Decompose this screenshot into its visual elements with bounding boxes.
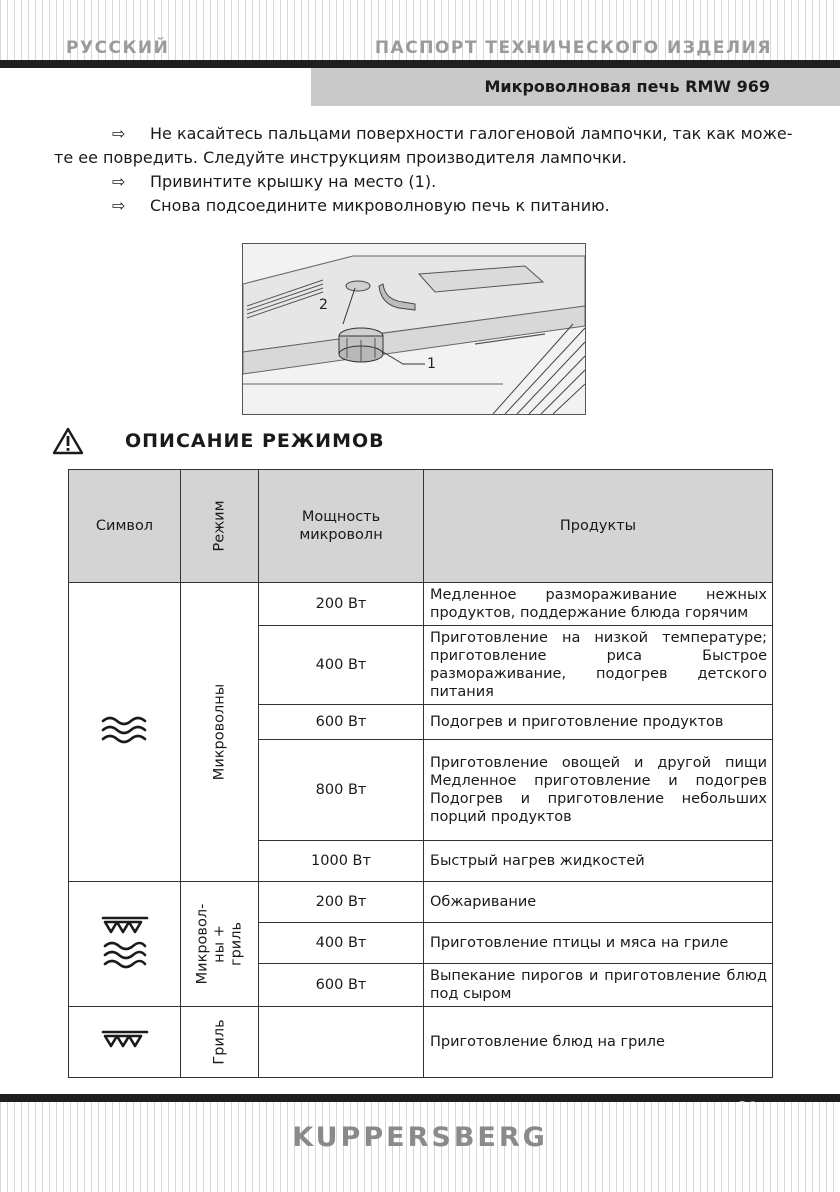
arrow-icon: ⇨	[112, 124, 126, 143]
table-row	[69, 583, 773, 626]
symbol-combo-cell	[69, 882, 181, 1007]
products-cell: Приготовление птицы и мяса на гриле	[424, 923, 773, 964]
instruction-1-cont	[54, 146, 627, 170]
header-products: Продукты	[424, 470, 773, 583]
instruction-1	[112, 122, 793, 146]
header-mode-text: Режим	[211, 500, 227, 552]
warning-triangle-icon	[52, 427, 84, 459]
table-row	[69, 1007, 773, 1078]
instruction-2	[112, 170, 436, 194]
modes-table	[68, 469, 773, 1078]
lamp-cover-drawing	[243, 244, 585, 414]
products-cell: Выпекание пирогов и приготовление блюд под сыром	[424, 964, 773, 1007]
grill-plus-microwave-icon	[99, 914, 151, 970]
instruction-1-line-2: те ее повредить. Следуйте инструкциям производителя лампочки.	[54, 148, 627, 167]
header-doc-type: ПАСПОРТ ТЕХНИЧЕСКОГО ИЗДЕЛИЯ	[374, 38, 772, 58]
arrow-icon: ⇨	[112, 172, 126, 191]
mode-combo-cell	[181, 882, 259, 1007]
callout-1: 1	[427, 356, 436, 372]
products-cell: Быстрый нагрев жидкостей	[424, 841, 773, 882]
microwave-waves-icon	[99, 713, 151, 747]
products-cell: Приготовление на низкой температуре; приготовление риса Быстрое размораживание, подогрев детского питания	[424, 626, 773, 705]
power-cell: 1000 Вт	[259, 841, 424, 882]
products-cell: Медленное размораживание нежных продуктов, поддержание блюда горячим	[424, 583, 773, 626]
power-cell: 200 Вт	[259, 882, 424, 923]
symbol-microwave-cell	[69, 583, 181, 882]
instruction-3	[112, 194, 610, 218]
section-title: ОПИСАНИЕ РЕЖИМОВ	[125, 430, 385, 452]
mode-combo-label: Микровол- ны + гриль	[194, 903, 244, 985]
grill-icon	[99, 1028, 151, 1052]
header-language: РУССКИЙ	[66, 38, 170, 58]
power-cell: 600 Вт	[259, 705, 424, 740]
power-cell: 800 Вт	[259, 740, 424, 841]
table-header-row	[69, 470, 773, 583]
brand-logo: KUPPERSBERG	[292, 1122, 548, 1153]
model-title: Микроволновая печь RMW 969	[484, 77, 770, 96]
lamp-cover-illustration	[242, 243, 586, 415]
footer-rule	[0, 1094, 840, 1102]
products-cell: Приготовление блюд на гриле	[424, 1007, 773, 1078]
model-bar	[311, 68, 840, 106]
power-cell: 400 Вт	[259, 626, 424, 705]
header-symbol: Символ	[69, 470, 181, 583]
callout-2: 2	[319, 297, 328, 313]
instruction-1-line-1: Не касайтесь пальцами поверхности галогеновой лампочки, так как може-	[150, 124, 793, 143]
power-cell	[259, 1007, 424, 1078]
power-cell: 600 Вт	[259, 964, 424, 1007]
power-cell: 400 Вт	[259, 923, 424, 964]
instruction-2-text: Привинтите крышку на место (1).	[150, 172, 437, 191]
table-row	[69, 882, 773, 923]
instruction-3-text: Снова подсоедините микроволновую печь к питанию.	[150, 196, 610, 215]
mode-microwave-cell	[181, 583, 259, 882]
symbol-grill-cell	[69, 1007, 181, 1078]
products-cell: Подогрев и приготовление продуктов	[424, 705, 773, 740]
header-rule	[0, 60, 840, 68]
products-cell: Обжаривание	[424, 882, 773, 923]
header-power	[259, 470, 424, 583]
arrow-icon: ⇨	[112, 196, 126, 215]
header-mode	[181, 470, 259, 583]
products-cell: Приготовление овощей и другой пищи Медленное приготовление и подогрев Подогрев и приготовление небольших порций продуктов	[424, 740, 773, 841]
header-power-text: Мощность микроволн	[299, 509, 383, 543]
power-cell: 200 Вт	[259, 583, 424, 626]
mode-grill-label: Гриль	[211, 1019, 227, 1065]
mode-microwave-label: Микроволны	[211, 683, 227, 781]
mode-grill-cell	[181, 1007, 259, 1078]
